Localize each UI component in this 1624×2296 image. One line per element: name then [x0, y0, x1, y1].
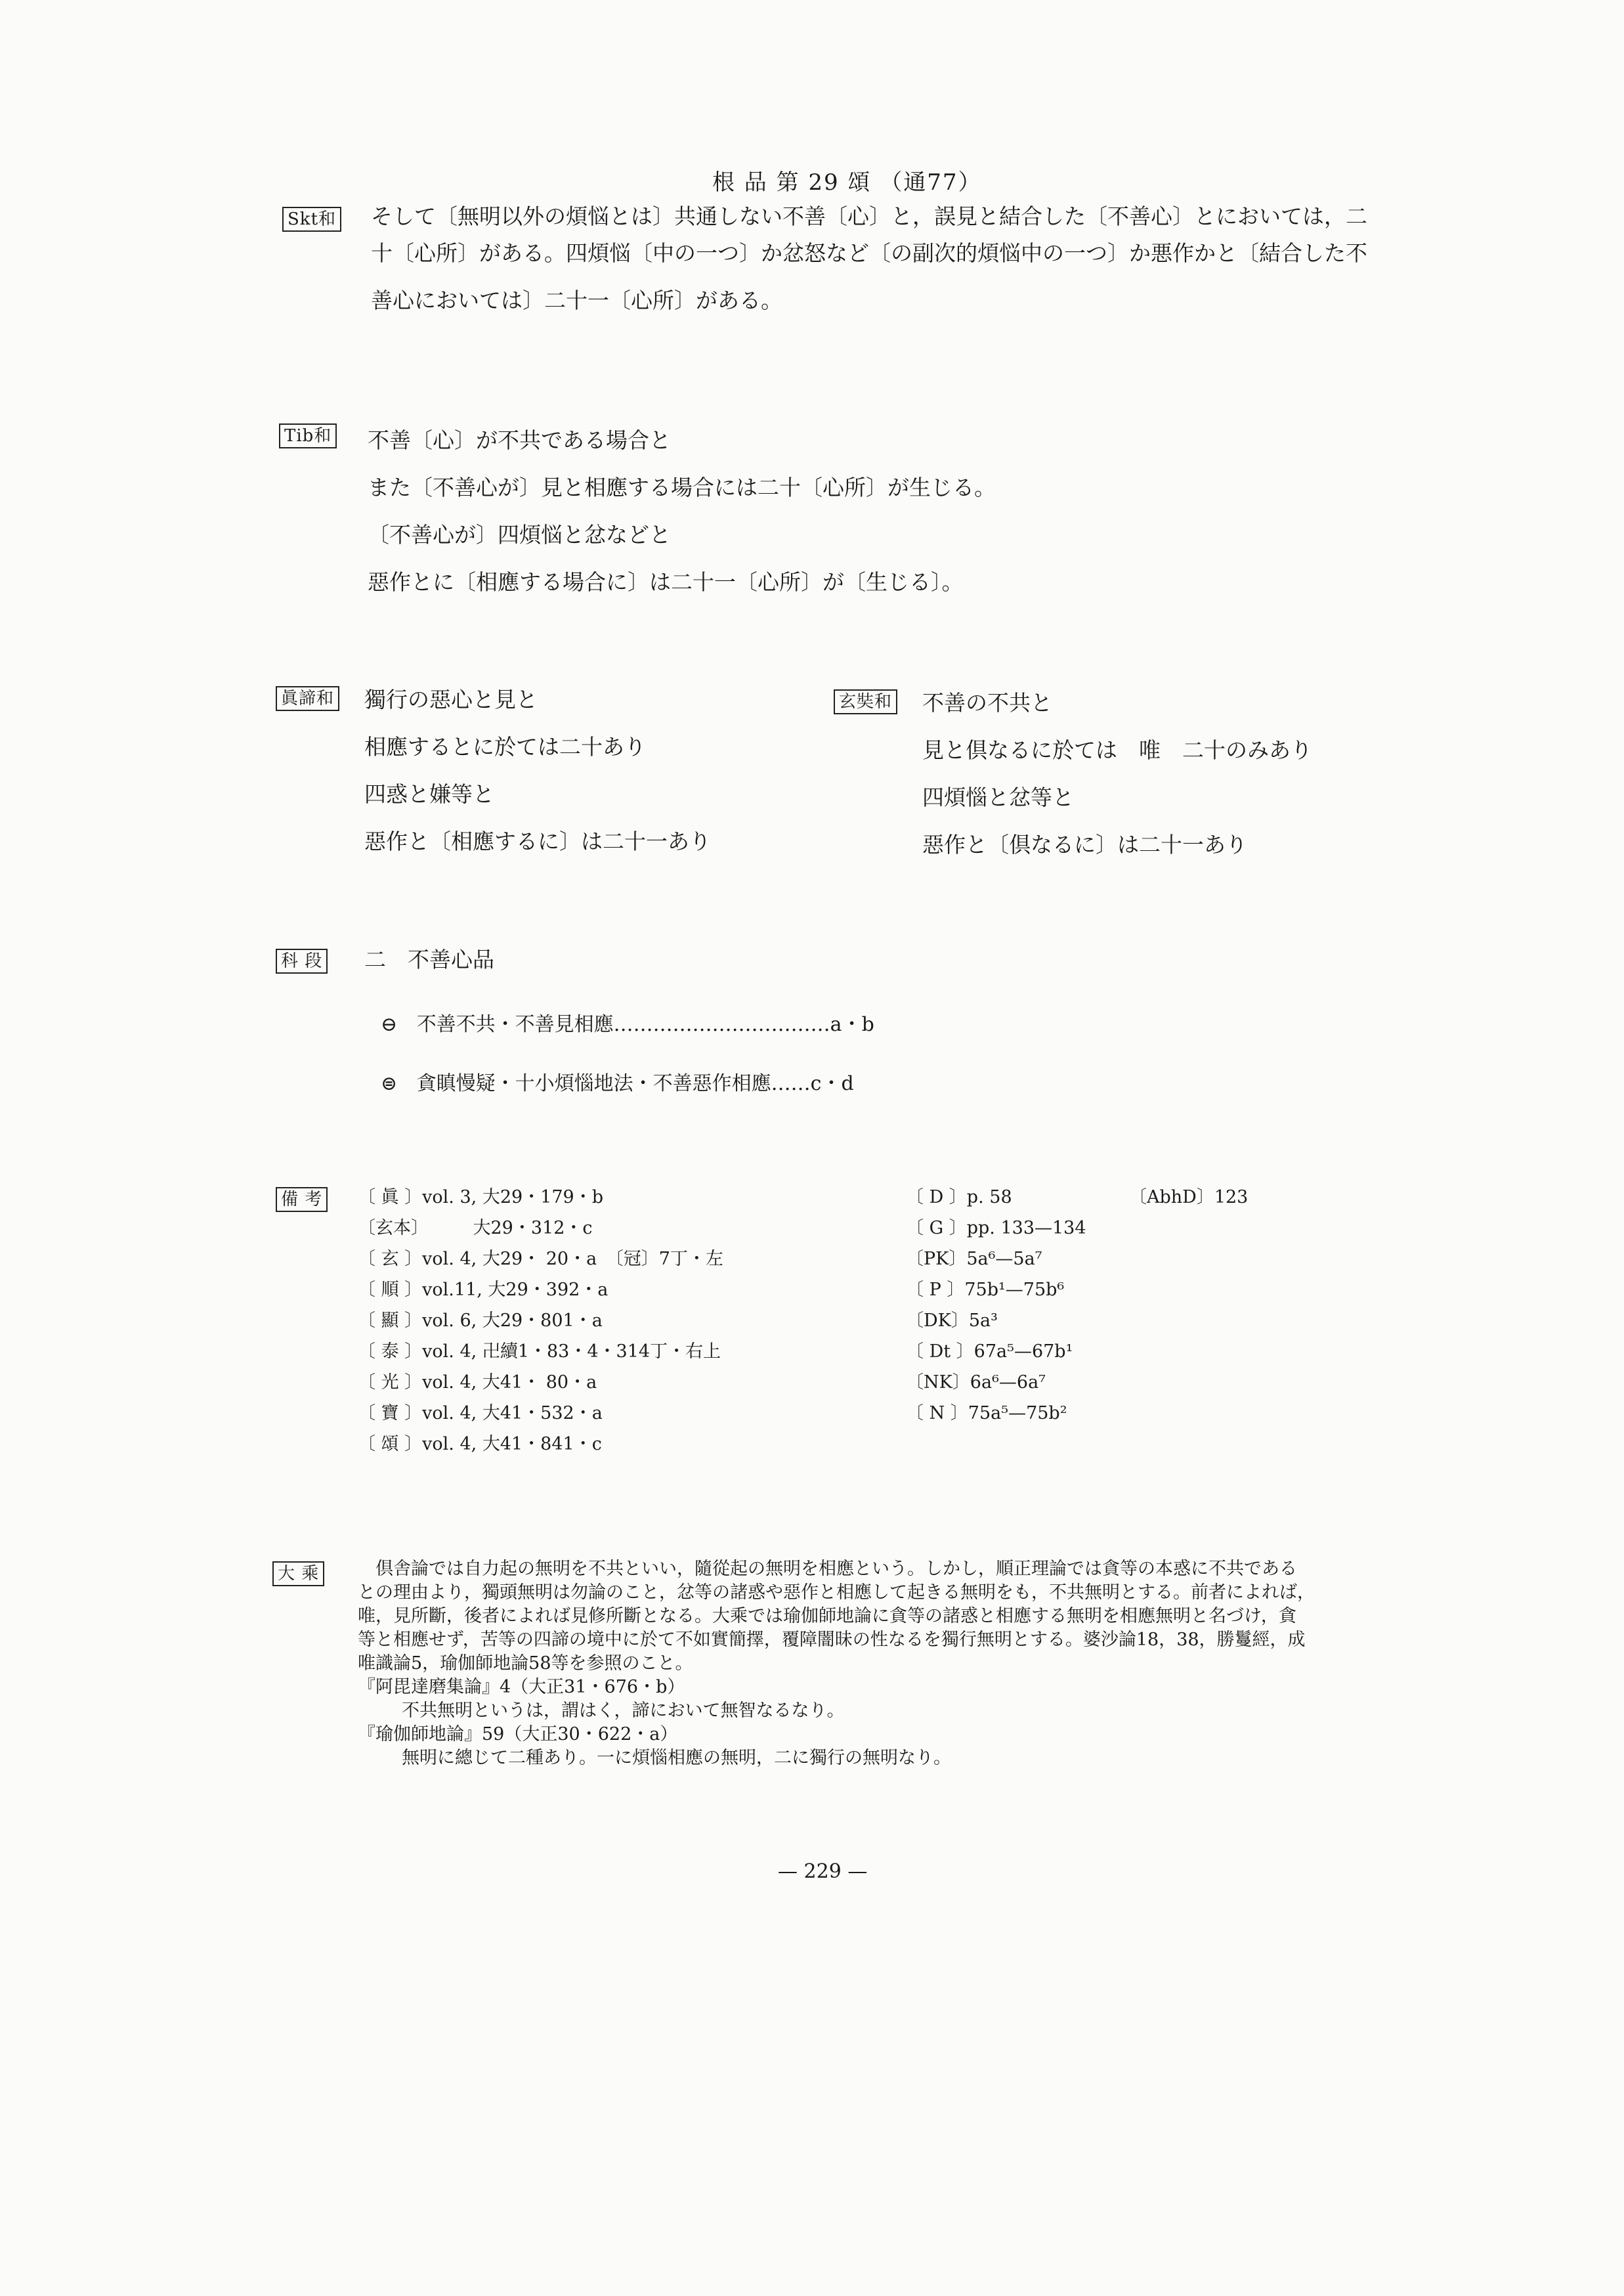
daijo-line-4: 等と相應せず，苦等の四諦の境中に於て不如實簡擇，覆障闇昧の性なるを獨行無明とする。婆沙論18，38，勝鬘經，成 — [358, 1630, 1306, 1650]
biko-right-1: 〔 D 〕p. 58 — [906, 1187, 1012, 1207]
biko-left-9: 〔 頌 〕vol. 4, 大41・841・c — [358, 1434, 602, 1454]
skt-label: Skt和 — [282, 207, 341, 232]
skt-text — [371, 204, 1367, 324]
shindai-line-3: 四惑と嫌等と — [364, 781, 494, 807]
daijo-line-6: 『阿毘達磨集論』4（大正31・676・b） — [358, 1677, 685, 1697]
kadan-item-1 — [381, 1008, 874, 1037]
kadan-item-2 — [381, 1067, 854, 1096]
shindai-text — [364, 676, 711, 865]
kadan-label: 科 段 — [276, 949, 328, 974]
daijo-line-9: 無明に總じて二種あり。一に煩惱相應の無明，二に獨行の無明なり。 — [384, 1748, 951, 1768]
biko-right-7: 〔NK〕6a⁶—6a⁷ — [906, 1372, 1046, 1393]
tib-line-2: また〔不善心が〕見と相應する場合には二十〔心所〕が生じる。 — [368, 475, 996, 500]
genjo-line-2: 見と倶なるに於ては 唯 二十のみあり — [922, 737, 1312, 763]
biko-left-8: 〔 寶 〕vol. 4, 大41・532・a — [358, 1403, 603, 1423]
daijo-line-1: 倶舎論では自力起の無明を不共といい，隨從起の無明を相應という。しかし，順正理論では貪等の本惑に不共である — [358, 1559, 1297, 1579]
biko-abhd: 〔AbhD〕123 — [1129, 1187, 1249, 1207]
biko-left-1: 〔 眞 〕vol. 3, 大29・179・b — [358, 1187, 603, 1207]
genjo-line-1: 不善の不共と — [922, 690, 1052, 716]
biko-right-6: 〔 Dt 〕67a⁵—67b¹ — [906, 1341, 1073, 1362]
biko-left-5: 〔 顯 〕vol. 6, 大29・801・a — [358, 1310, 603, 1331]
daijo-text — [358, 1557, 1315, 1770]
shindai-line-2: 相應するとに於ては二十あり — [364, 734, 646, 760]
shindai-line-4: 惡作と〔相應するに〕は二十一あり — [364, 829, 711, 854]
skt-line-3: 善心においては〕二十一〔心所〕がある。 — [371, 288, 782, 313]
tib-line-1: 不善〔心〕が不共である場合と — [368, 427, 671, 453]
daijo-line-7: 不共無明というは，謂はく，諦において無智なるなり。 — [384, 1700, 845, 1721]
genjo-text — [922, 680, 1312, 869]
biko-left-2: 〔玄本〕 大29・312・c — [358, 1218, 593, 1238]
daijo-line-5: 唯識論5，瑜伽師地論58等を参照のこと。 — [358, 1653, 693, 1674]
biko-right-3: 〔PK〕5a⁶—5a⁷ — [906, 1249, 1042, 1269]
biko-left-6: 〔 泰 〕vol. 4, 卍續1・83・4・314丁・右上 — [358, 1341, 721, 1362]
biko-left-list — [358, 1182, 723, 1460]
daijo-line-2: との理由より，獨頭無明は勿論のこと，忿等の諸惑や惡作と相應して起きる無明をも，不共無明とする。前者によれば， — [358, 1582, 1315, 1603]
biko-right-5: 〔DK〕5a³ — [906, 1310, 998, 1331]
shindai-line-1: 獨行の惡心と見と — [364, 687, 538, 712]
kadan-item-1-text: 不善不共・不善見相應……………………………a・b — [416, 1013, 874, 1036]
skt-line-1: そして〔無明以外の煩悩とは〕共通しない不善〔心〕と，誤見と結合した〔不善心〕とにおいては，二 — [371, 204, 1367, 229]
daijo-line-3: 唯，見所斷，後者によれば見修所斷となる。大乘では瑜伽師地論に貪等の諸惑と相應する無明を相應無明と名づけ，貪 — [358, 1606, 1296, 1626]
biko-right-2: 〔 G 〕pp. 133—134 — [906, 1218, 1086, 1238]
biko-left-7: 〔 光 〕vol. 4, 大41・ 80・a — [358, 1372, 597, 1393]
biko-label: 備 考 — [276, 1187, 328, 1212]
kadan-item-2-mark: ⊜ — [381, 1072, 398, 1095]
biko-left-4: 〔 順 〕vol.11, 大29・392・a — [358, 1280, 609, 1300]
shindai-label: 眞諦和 — [276, 686, 339, 711]
tib-text — [368, 417, 996, 606]
tib-label: Tib和 — [279, 423, 337, 448]
biko-right-8: 〔 N 〕75a⁵—75b² — [906, 1403, 1067, 1423]
page-number: — 229 — — [778, 1860, 868, 1883]
biko-right-4: 〔 P 〕75b¹—75b⁶ — [906, 1280, 1065, 1300]
daijo-line-8: 『瑜伽師地論』59（大正30・622・a） — [358, 1724, 678, 1744]
kadan-heading: 二 不善心品 — [364, 947, 494, 972]
kadan-item-1-mark: ⊖ — [381, 1013, 398, 1036]
genjo-line-4: 惡作と〔倶なるに〕は二十一あり — [922, 832, 1247, 857]
biko-left-3: 〔 玄 〕vol. 4, 大29・ 20・a 〔冠〕7丁・左 — [358, 1249, 723, 1269]
genjo-label: 玄奘和 — [834, 689, 897, 714]
daijo-label: 大 乘 — [272, 1561, 324, 1586]
page-title: 根 品 第 29 頌 （通77） — [712, 169, 982, 196]
tib-line-4: 惡作とに〔相應する場合に〕は二十一〔心所〕が〔生じる〕。 — [368, 569, 964, 595]
skt-line-2: 十〔心所〕がある。四煩悩〔中の一つ〕か忿怒など〔の副次的煩悩中の一つ〕か悪作かと〔結合した不 — [371, 240, 1367, 266]
tib-line-3: 〔不善心が〕四煩悩と忿などと — [368, 522, 671, 548]
kadan-item-2-text: 貪瞋慢疑・十小煩惱地法・不善惡作相應……c・d — [416, 1072, 854, 1095]
genjo-line-3: 四煩惱と忿等と — [922, 785, 1074, 810]
biko-right-list — [906, 1182, 1086, 1429]
